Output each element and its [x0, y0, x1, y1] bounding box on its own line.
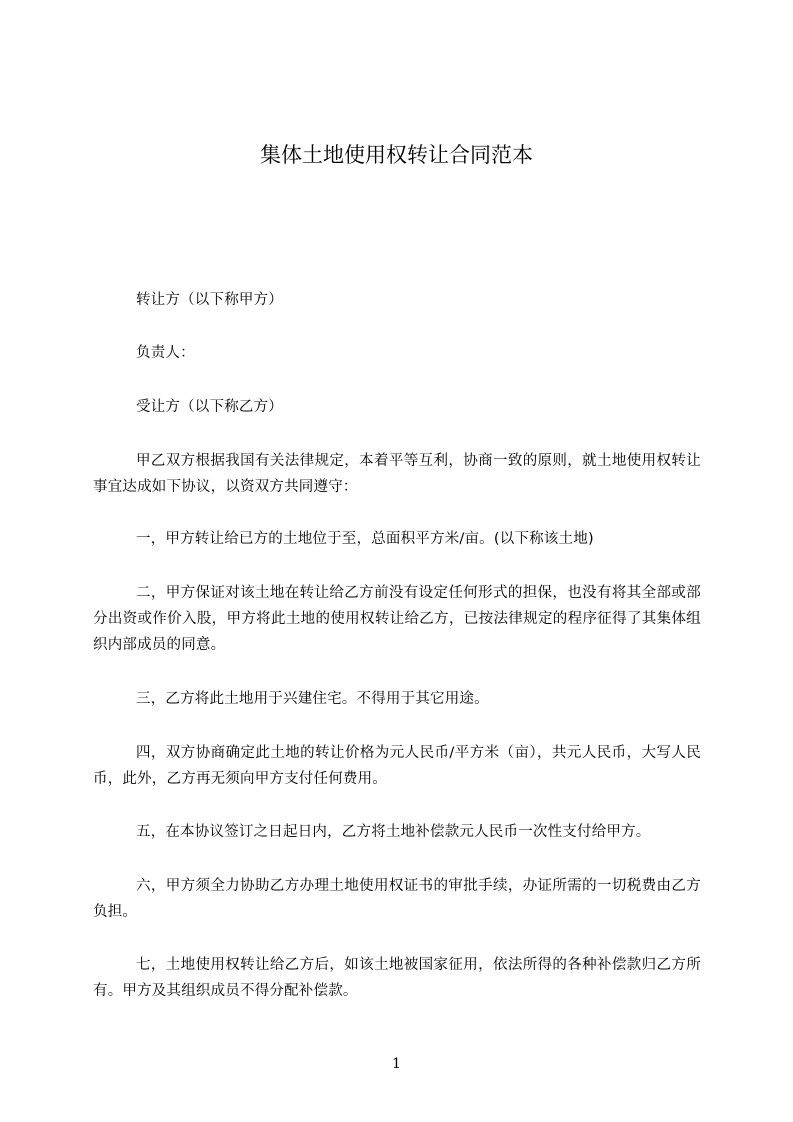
clause-7: 七，土地使用权转让给乙方后，如该土地被国家征用，依法所得的各种补偿款归乙方所有。甲方及其组织成员不得分配补偿款。: [93, 957, 701, 999]
preamble-paragraph: 甲乙双方根据我国有关法律规定，本着平等互利，协商一致的原则，就土地使用权转让事宜达成如下协议，以资双方共同遵守：: [93, 453, 701, 495]
clause-4: 四，双方协商确定此土地的转让价格为元人民币/平方米（亩），共元人民币，大写人民币，此外，乙方再无须向甲方支付任何费用。: [93, 745, 701, 787]
clause-3: 三，乙方将此土地用于兴建住宅。不得用于其它用途。: [136, 691, 489, 707]
clause-6: 六，甲方须全力协助乙方办理土地使用权证书的审批手续，办证所需的一切税费由乙方负担。: [93, 878, 701, 920]
document-title: 集体土地使用权转让合同范本: [260, 143, 533, 167]
clause-5: 五，在本协议签订之日起日内，乙方将土地补偿款元人民币一次性支付给甲方。: [136, 824, 651, 840]
clause-1: 一，甲方转让给已方的土地位于至，总面积平方米/亩。(以下称该土地): [136, 531, 594, 547]
responsible-person-line: 负责人：: [136, 345, 195, 361]
page-number: 1: [392, 1056, 401, 1072]
transferee-line: 受让方（以下称乙方）: [136, 399, 283, 415]
clause-2: 二，甲方保证对该土地在转让给乙方前没有设定任何形式的担保，也没有将其全部或部分出资或作价入股，甲方将此土地的使用权转让给乙方，已按法律规定的程序征得了其集体组织内部成员的同意。: [93, 585, 701, 653]
transferor-line: 转让方（以下称甲方）: [136, 292, 283, 308]
